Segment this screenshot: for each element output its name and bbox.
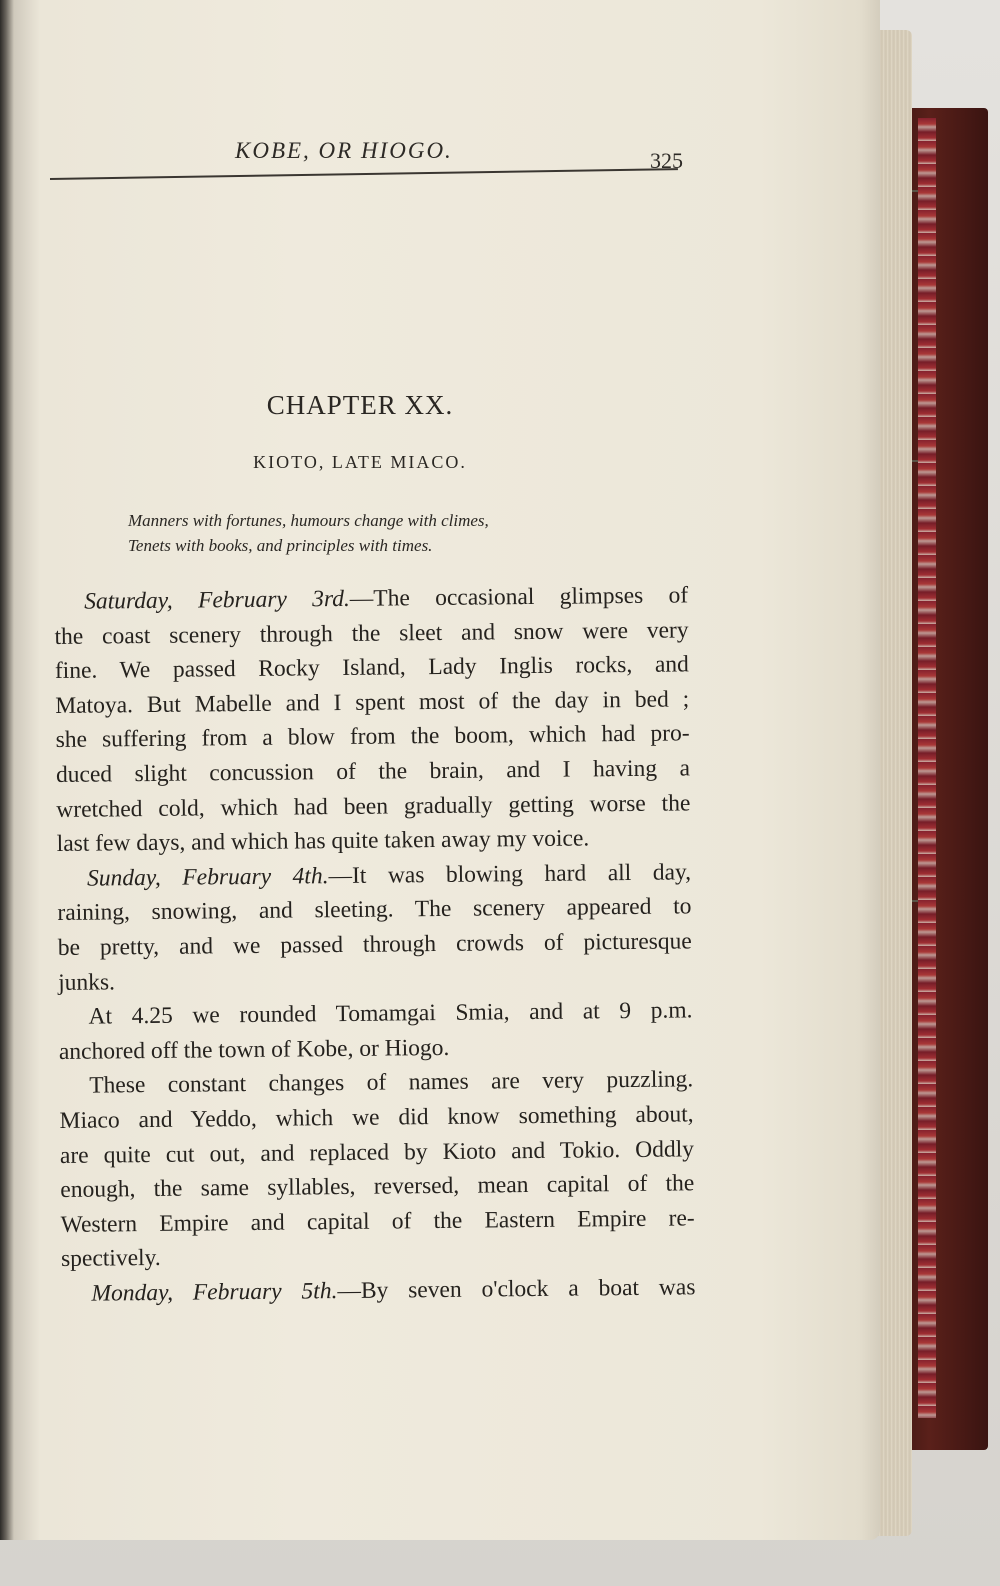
entry-date: Sunday, February 4th. <box>86 862 329 892</box>
text-line: Saturday, February 3rd.—The occasional glimpses of <box>84 582 689 615</box>
page-number: 325 <box>650 148 683 173</box>
text-line: Miaco and Yeddo, which we did know something about, <box>59 1101 694 1134</box>
page-tab-mark <box>912 190 918 192</box>
chapter-title: CHAPTER XX. <box>266 390 454 420</box>
text-line: These constant changes of names are very puzzling. <box>89 1066 694 1099</box>
text-line: fine. We passed Rocky Island, Lady Inglis rocks, and <box>54 651 690 685</box>
text-line: spectively. <box>60 1245 161 1273</box>
text-line: Western Empire and capital of the Eastern Empire re- <box>60 1205 695 1238</box>
text-line: last few days, and which has quite taken away my voice. <box>56 825 590 858</box>
text-line: anchored off the town of Kobe, or Hiogo. <box>58 1034 450 1065</box>
epigraph-line: Tenets with books, and principles with times. <box>128 536 433 555</box>
paragraph <box>57 855 692 1000</box>
text-line: are quite cut out, and replaced by Kioto and Tokio. Oddly <box>59 1135 695 1169</box>
text-line: duced slight concussion of the brain, and I having a <box>55 755 691 788</box>
text-line: At 4.25 we rounded Tomamgai Smia, and at 9 p.m. <box>88 997 693 1030</box>
entry-date: Monday, February 5th. <box>91 1277 338 1307</box>
text-line: Matoya. But Mabelle and I spent most of the day in bed ; <box>55 686 690 719</box>
text-line: raining, snowing, and sleeting. The scenery appeared to <box>57 893 692 927</box>
epigraph-line: Manners with fortunes, humours change with climes, <box>128 511 489 530</box>
text-line: enough, the same syllables, reversed, mean capital of the <box>60 1170 695 1204</box>
paragraph <box>58 993 693 1069</box>
page-header <box>50 130 690 200</box>
paragraph <box>59 1063 695 1277</box>
running-head: KOBE, OR HIOGO. <box>235 138 453 163</box>
text-line: junks. <box>58 968 116 996</box>
text-line: Monday, February 5th.—By seven o'clock a boat was <box>91 1274 696 1307</box>
body-text <box>54 578 696 1311</box>
text-line: she suffering from a blow from the boom, which had pro- <box>55 720 690 754</box>
text-line: wretched cold, which had been gradually getting worse the <box>56 789 691 823</box>
paragraph <box>61 1270 695 1311</box>
text-line: Sunday, February 4th.—It was blowing hard all day, <box>86 859 692 892</box>
page-tab-mark <box>912 900 918 902</box>
marbled-page-edge <box>918 118 936 1418</box>
header-rule <box>50 168 678 180</box>
chapter-subtitle: KIOTO, LATE MIACO. <box>253 452 467 472</box>
entry-date: Saturday, February 3rd. <box>84 585 350 615</box>
text-line: be pretty, and we passed through crowds of picturesque <box>57 928 692 961</box>
paragraph <box>54 578 691 861</box>
epigraph <box>128 508 648 558</box>
page-tab-mark <box>912 460 918 462</box>
text-line: the coast scenery through the sleet and snow were very <box>54 616 689 650</box>
